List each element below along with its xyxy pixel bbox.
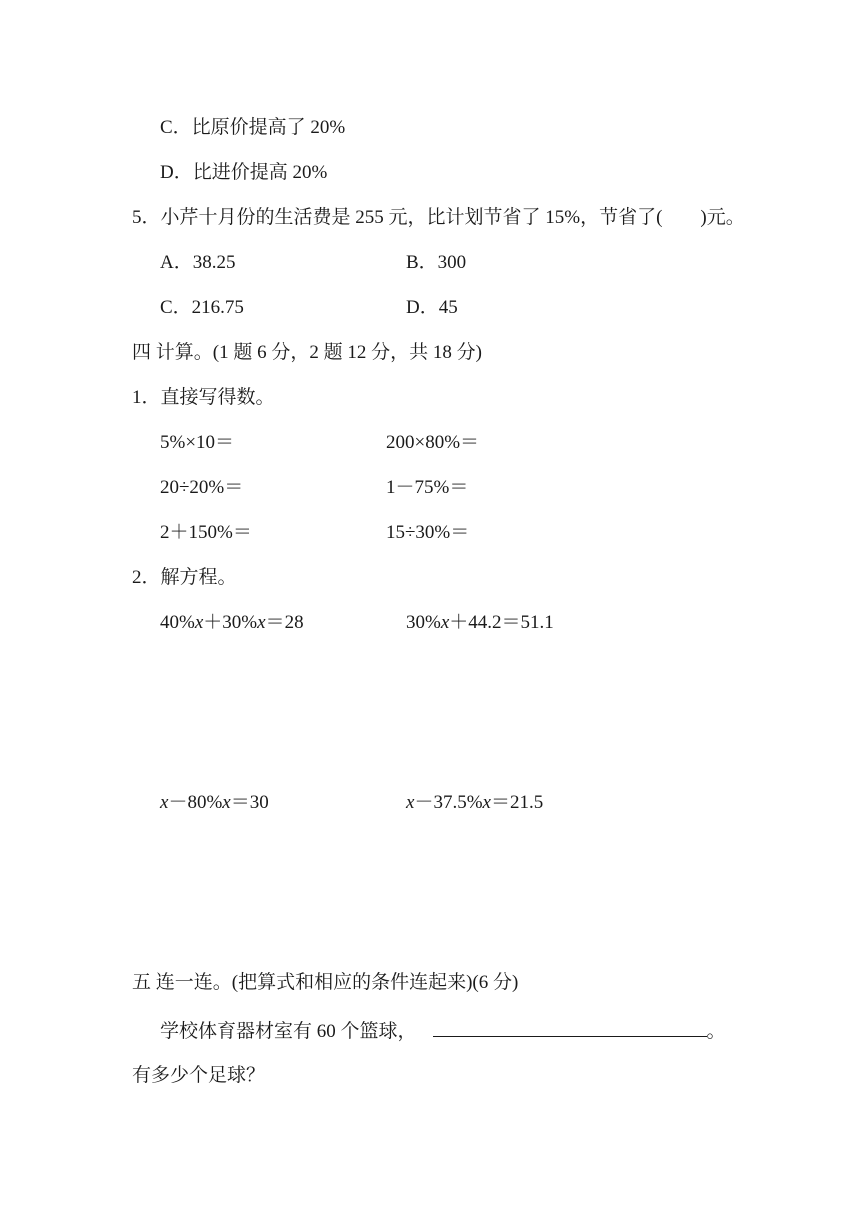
q5-stem: 5．小芹十月份的生活费是 255 元，比计划节省了 15%，节省了( )元。 [132,207,745,228]
match-question: 有多少个足球？ [132,1065,266,1086]
section-4-title: 四 计算。(1 题 6 分，2 题 12 分，共 18 分) [132,342,482,363]
answer-work-area[interactable] [132,820,732,960]
q5-option-b: B．300 [406,252,467,273]
calc-item: 200×80%＝ [386,432,480,453]
q5-option-a: A．38.25 [160,252,236,273]
equation-item: x－80%x＝30 [160,792,269,813]
calc-item: 2＋150%＝ [160,522,252,543]
q5-option-c: C．216.75 [160,297,244,318]
q4-option-d: D．比进价提高 20% [160,162,328,183]
calc-item: 15÷30%＝ [386,522,470,543]
calc-item: 1－75%＝ [386,477,469,498]
q2-label: 2．解方程。 [132,567,237,588]
match-prompt-line [160,1018,726,1044]
q1-label: 1．直接写得数。 [132,387,275,408]
section-5-title: 五 连一连。(把算式和相应的条件连起来)(6 分) [132,972,519,993]
answer-work-area[interactable] [132,640,732,780]
equation-item: 40%x＋30%x＝28 [160,612,304,633]
calc-item: 20÷20%＝ [160,477,244,498]
q4-option-c: C．比原价提高了 20% [160,117,346,138]
answer-blank[interactable] [433,1018,707,1037]
q5-option-d: D．45 [406,297,458,318]
equation-item: x－37.5%x＝21.5 [406,792,544,813]
match-prompt: 学校体育器材室有 60 个篮球， [160,1021,417,1042]
equation-item: 30%x＋44.2＝51.1 [406,612,554,633]
match-period: 。 [706,1021,726,1042]
calc-item: 5%×10＝ [160,432,235,453]
